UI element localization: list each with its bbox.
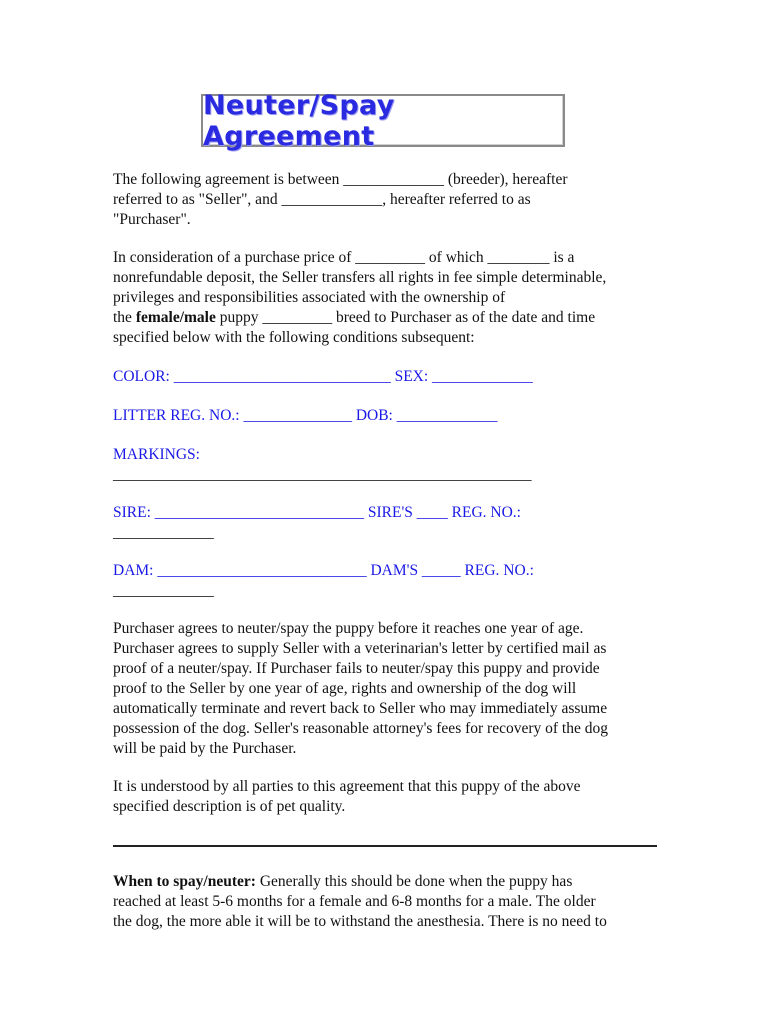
consideration-line: nonrefundable deposit, the Seller transfers all rights in fee simple determinable, (113, 269, 607, 286)
litter-dob-field: LITTER REG. NO.: ______________ DOB: _____________ (113, 407, 498, 424)
sire-field (113, 503, 661, 543)
sire-label: SIRE: ___________________________ SIRE'S ____ REG. NO.: (113, 504, 521, 521)
markings-blank: ______________________________________________________ (113, 466, 532, 483)
terms-line: Purchaser agrees to neuter/spay the puppy before it reaches one year of age. (113, 620, 584, 637)
markings-label: MARKINGS: (113, 446, 200, 463)
terms-line: proof of a neuter/spay. If Purchaser fails to neuter/spay this puppy and provide (113, 660, 600, 677)
consideration-line: specified below with the following conditions subsequent: (113, 329, 475, 346)
terms-line: automatically terminate and revert back to Seller who may immediately assume (113, 700, 608, 717)
when-heading: When to spay/neuter: (113, 873, 256, 890)
consideration-line: privileges and responsibilities associated with the ownership of (113, 289, 506, 306)
title-banner (201, 89, 565, 152)
sire-blank: _____________ (113, 524, 214, 541)
consideration-line-end: puppy _________ breed to Purchaser as of the date and time (215, 309, 596, 326)
dam-field (113, 561, 661, 601)
markings-field (113, 445, 661, 485)
dam-blank: _____________ (113, 582, 214, 599)
intro-paragraph (113, 170, 661, 230)
terms-line: will be paid by the Purchaser. (113, 740, 297, 757)
consideration-line-start: the (113, 309, 136, 326)
when-line: Generally this should be done when the puppy has (255, 873, 573, 890)
understood-line: specified description is of pet quality. (113, 798, 346, 815)
dam-label: DAM: ___________________________ DAM'S _____ REG. NO.: (113, 562, 534, 579)
page-title: Neuter/Spay Agreement (203, 89, 395, 152)
consideration-line: In consideration of a purchase price of _________ of which ________ is a (113, 249, 575, 266)
when-line: reached at least 5-6 months for a female and 6-8 months for a male. The older (113, 893, 596, 910)
consideration-paragraph (113, 248, 661, 348)
intro-line: The following agreement is between _____________ (breeder), hereafter (113, 171, 568, 188)
terms-line: Purchaser agrees to supply Seller with a veterinarian's letter by certified mail as (113, 640, 607, 657)
when-line: the dog, the more able it will be to withstand the anesthesia. There is no need to (113, 913, 607, 930)
intro-line: "Purchaser". (113, 211, 191, 228)
terms-line: possession of the dog. Seller's reasonable attorney's fees for recovery of the dog (113, 720, 608, 737)
when-paragraph (113, 872, 661, 932)
section-divider (113, 845, 657, 847)
terms-paragraph (113, 619, 661, 759)
color-sex-field: COLOR: ____________________________ SEX: _____________ (113, 368, 533, 385)
terms-line: proof to the Seller by one year of age, rights and ownership of the dog will (113, 680, 577, 697)
understood-paragraph (113, 777, 661, 817)
sex-option-text: female/male (135, 309, 216, 326)
understood-line: It is understood by all parties to this agreement that this puppy of the above (113, 778, 581, 795)
intro-line: referred to as "Seller", and _____________, hereafter referred to as (113, 191, 531, 208)
